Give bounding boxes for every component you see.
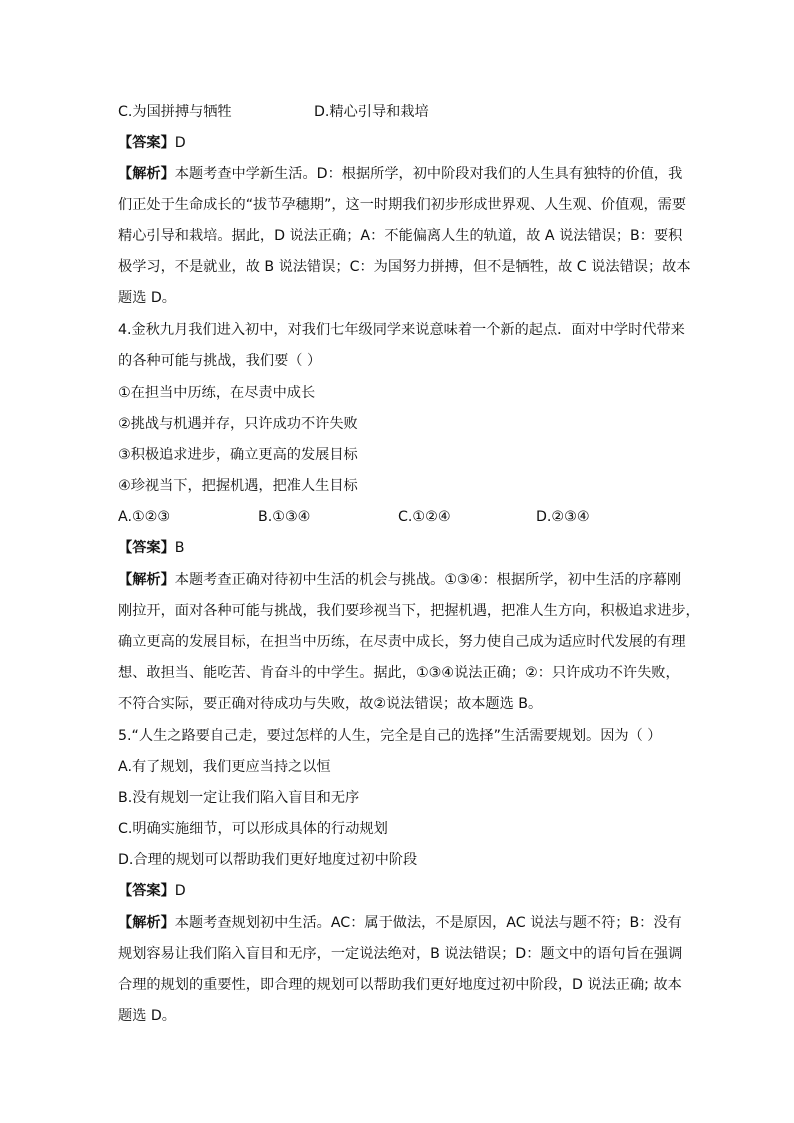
answer-tag: 【答案】 (118, 883, 175, 899)
q5-option-c: C.明确实施细节，可以形成具体的行动规划 (118, 821, 388, 837)
analysis-tag: 【解析】 (118, 572, 175, 588)
q5-analysis-line (118, 913, 682, 933)
analysis-tag: 【解析】 (118, 166, 175, 182)
q4-analysis-line: 想、敢担当、能吃苦、肯奋斗的中学生。据此，①③④说法正确；②：只许成功不许失败， (118, 665, 680, 681)
q5-stem: 5.“人生之路要自己走，要过怎样的人生，完全是自己的选择”生活需要规划。因为（ ） (118, 728, 662, 744)
q4-stem-line: 的各种可能与挑战，我们要（ ） (118, 353, 322, 369)
answer-tag: 【答案】 (118, 540, 175, 556)
q5-analysis-line: 合理的规划的重要性，即合理的规划可以帮助我们更好地度过初中阶段，D 说法正确; 故本 (118, 977, 682, 993)
analysis-text: 本题考查正确对待初中生活的机会与挑战。①③④：根据所学，初中生活的序幕刚 (174, 572, 682, 588)
q4-item: ①在担当中历练，在尽责中成长 (118, 385, 316, 401)
q5-option-d: D.合理的规划可以帮助我们更好地度过初中阶段 (118, 852, 418, 868)
q3-analysis-line: 精心引导和栽培。据此，D 说法正确；A：不能偏离人生的轨道，故 A 说法错误；B：要积 (118, 228, 683, 244)
q3-analysis-line: 极学习，不是就业，故 B 说法错误；C：为国努力拼搏，但不是牺牲，故 C 说法错误；故本 (118, 259, 691, 275)
q5-analysis-line: 规划容易让我们陷入盲目和无序，一定说法绝对，B 说法错误；D：题文中的语句旨在强调 (118, 946, 683, 962)
q4-option-a: A.①②③ (118, 509, 171, 525)
analysis-text: 本题考查规划初中生活。AC：属于做法，不是原因，AC 说法与题不符；B：没有 (174, 915, 682, 931)
q3-option-d: D.精心引导和栽培 (314, 104, 429, 120)
q4-item: ④珍视当下，把握机遇，把准人生目标 (118, 478, 358, 494)
answer-value: D (174, 135, 186, 151)
q4-item: ②挑战与机遇并存，只许成功不许失败 (118, 416, 358, 432)
q4-stem-line: 4.金秋九月我们进入初中，对我们七年级同学来说意味着一个新的起点．面对中学时代带来 (118, 322, 685, 338)
analysis-tag: 【解析】 (118, 915, 175, 931)
q4-analysis-line: 确立更高的发展目标，在担当中历练，在尽责中成长，努力使自己成为适应时代发展的有理 (118, 634, 686, 650)
answer-value: B (174, 540, 185, 556)
q3-analysis-line (118, 164, 682, 184)
answer-tag: 【答案】 (118, 135, 175, 151)
answer-value: D (174, 883, 186, 899)
q4-item: ③积极追求进步，确立更高的发展目标 (118, 447, 358, 463)
q5-analysis-line: 题选 D。 (118, 1008, 176, 1024)
q4-analysis-line: 不符合实际，要正确对待成功与失败，故②说法错误；故本题选 B。 (118, 696, 543, 712)
q3-answer (118, 133, 186, 153)
q5-option-b: B.没有规划一定让我们陷入盲目和无序 (118, 790, 360, 806)
q3-analysis-line: 题选 D。 (118, 290, 176, 306)
q4-answer (118, 538, 185, 558)
q4-analysis-line (118, 570, 681, 590)
q4-analysis-line: 刚拉开，面对各种可能与挑战，我们要珍视当下，把握机遇，把准人生方向，积极追求进步， (118, 603, 700, 619)
q4-option-b: B.①③④ (258, 509, 311, 525)
q4-option-c: C.①②④ (398, 509, 451, 525)
q5-option-a: A.有了规划，我们更应当持之以恒 (118, 759, 331, 775)
q3-option-c: C.为国拼搏与牺牲 (118, 104, 232, 120)
q3-analysis-line: 们正处于生命成长的“拔节孕穗期”，这一时期我们初步形成世界观、人生观、价值观，需要 (118, 197, 687, 213)
q5-answer (118, 881, 186, 901)
q4-option-d: D.②③④ (536, 509, 590, 525)
analysis-text: 本题考查中学新生活。D：根据所学，初中阶段对我们的人生具有独特的价值，我 (174, 166, 683, 182)
